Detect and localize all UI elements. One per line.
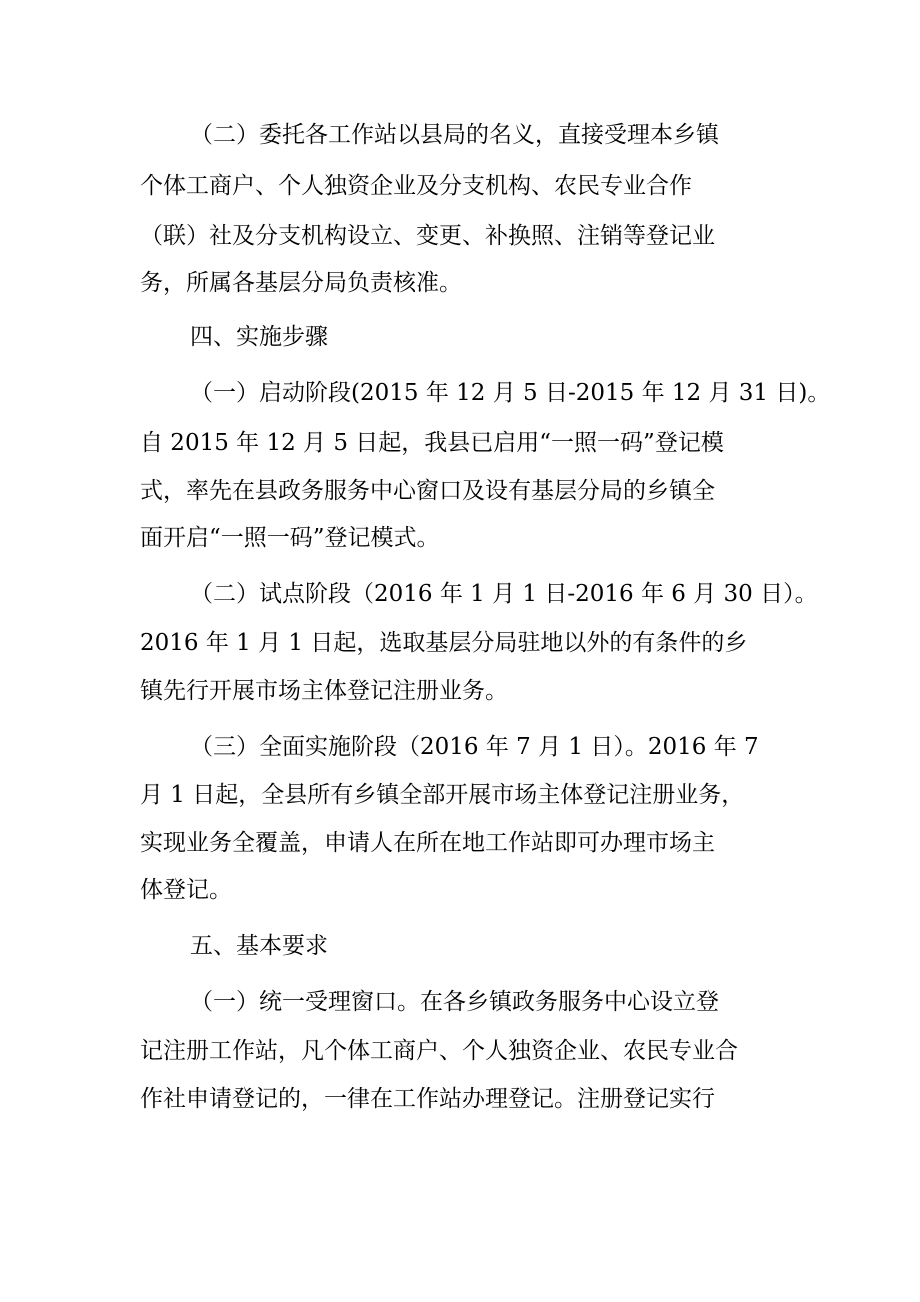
paragraph-line: （联）社及分支机构设立、变更、补换照、注销等登记业 <box>140 223 715 249</box>
paragraph-line: 记注册工作站，凡个体工商户、个人独资企业、农民专业合 <box>140 1038 738 1064</box>
paragraph-line: 实现业务全覆盖，申请人在所在地工作站即可办理市场主 <box>140 830 715 856</box>
paragraph-line: 自 2015 年 12 月 5 日起，我县已启用“一照一码”登记模 <box>140 430 724 456</box>
paragraph-line: 面开启“一照一码”登记模式。 <box>140 525 440 551</box>
paragraph-line: （二）试点阶段（2016 年 1 月 1 日-2016 年 6 月 30 日）。 <box>190 581 818 607</box>
paragraph-line: 镇先行开展市场主体登记注册业务。 <box>140 678 508 704</box>
section-heading: 五、基本要求 <box>190 933 328 959</box>
paragraph-line: 2016 年 1 月 1 日起，选取基层分局驻地以外的有条件的乡 <box>140 630 748 656</box>
paragraph-line: 月 1 日起，全县所有乡镇全部开展市场主体登记注册业务， <box>140 782 745 808</box>
section-heading: 四、实施步骤 <box>190 324 328 350</box>
paragraph-line: （二）委托各工作站以县局的名义，直接受理本乡镇 <box>190 122 719 148</box>
paragraph-line: 务，所属各基层分局负责核准。 <box>140 270 462 296</box>
paragraph-line: 体登记。 <box>140 877 232 903</box>
paragraph-line: 作社申请登记的，一律在工作站办理登记。注册登记实行 <box>140 1086 715 1112</box>
paragraph-line: （一）统一受理窗口。在各乡镇政务服务中心设立登 <box>190 989 719 1015</box>
paragraph-line: 式，率先在县政务服务中心窗口及设有基层分局的乡镇全 <box>140 478 715 504</box>
paragraph-line: （一）启动阶段(2015 年 12 月 5 日-2015 年 12 月 31 日)。 <box>190 380 831 406</box>
paragraph-line: 个体工商户、个人独资企业及分支机构、农民专业合作 <box>140 173 692 199</box>
paragraph-line: （三）全面实施阶段（2016 年 7 月 1 日）。2016 年 7 <box>190 734 759 760</box>
